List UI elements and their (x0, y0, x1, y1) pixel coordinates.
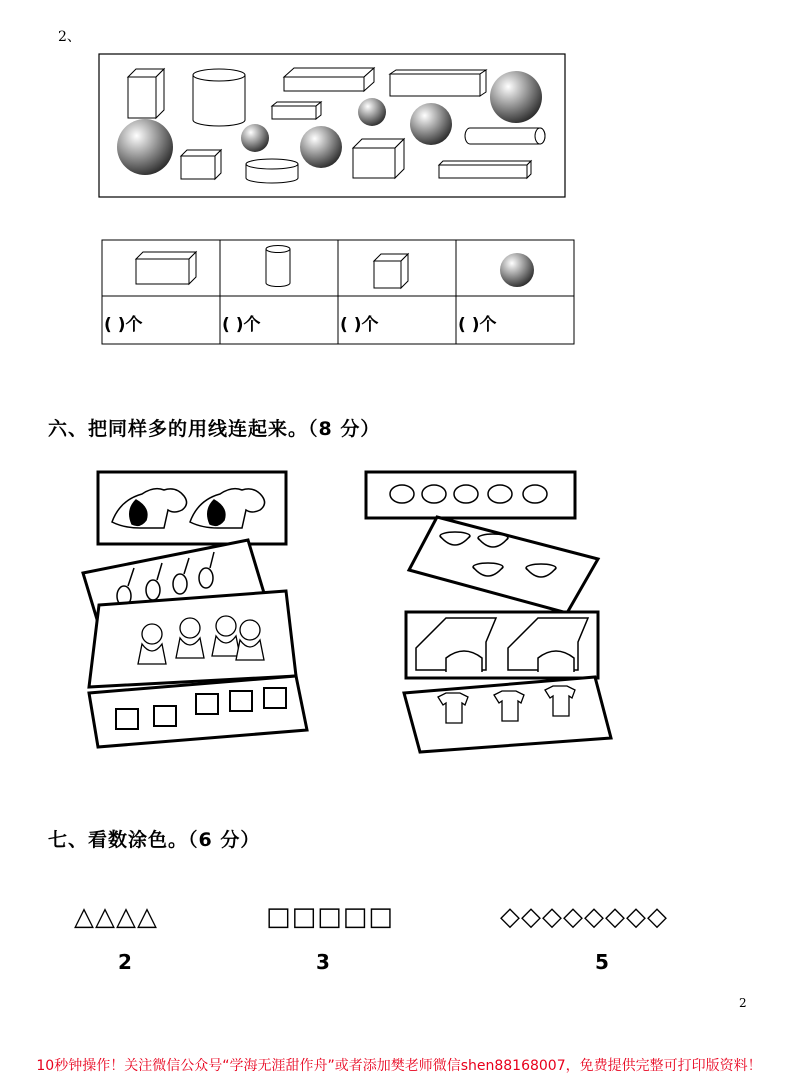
bowls-card[interactable] (409, 517, 598, 613)
diamond-group[interactable]: ◇◇◇◇◇◇◇◇ (500, 902, 668, 932)
clothes-card[interactable] (404, 677, 611, 752)
kids-card[interactable] (89, 591, 296, 687)
section-six-title: 六、把同样多的用线连起来。（8 分） (48, 418, 381, 440)
circles-card[interactable] (366, 472, 575, 518)
square-group[interactable]: □□□□□ (266, 902, 394, 932)
section-seven-title: 七、看数涂色。（6 分） (48, 829, 261, 851)
color-count-triangles: 2 (118, 950, 132, 974)
count-blank-cube[interactable]: ( )个 (340, 315, 379, 335)
count-blank-cuboid[interactable]: ( )个 (104, 315, 143, 335)
count-blank-cylinder[interactable]: ( )个 (222, 315, 261, 335)
count-blank-sphere[interactable]: ( )个 (458, 315, 497, 335)
page-number: 2 (739, 996, 747, 1010)
color-count-squares: 3 (316, 950, 330, 974)
color-count-diamonds: 5 (595, 950, 609, 974)
dogs-card[interactable] (98, 472, 286, 544)
promo-footer: 10秒钟操作！关注微信公众号“学海无涯甜作舟”或者添加樊老师微信shen88168007，免费提供完整可打印版资料！ (36, 1058, 762, 1074)
triangle-group[interactable]: △△△△ (74, 902, 158, 932)
houses-card[interactable] (406, 612, 598, 678)
question-number: 2、 (58, 29, 81, 45)
